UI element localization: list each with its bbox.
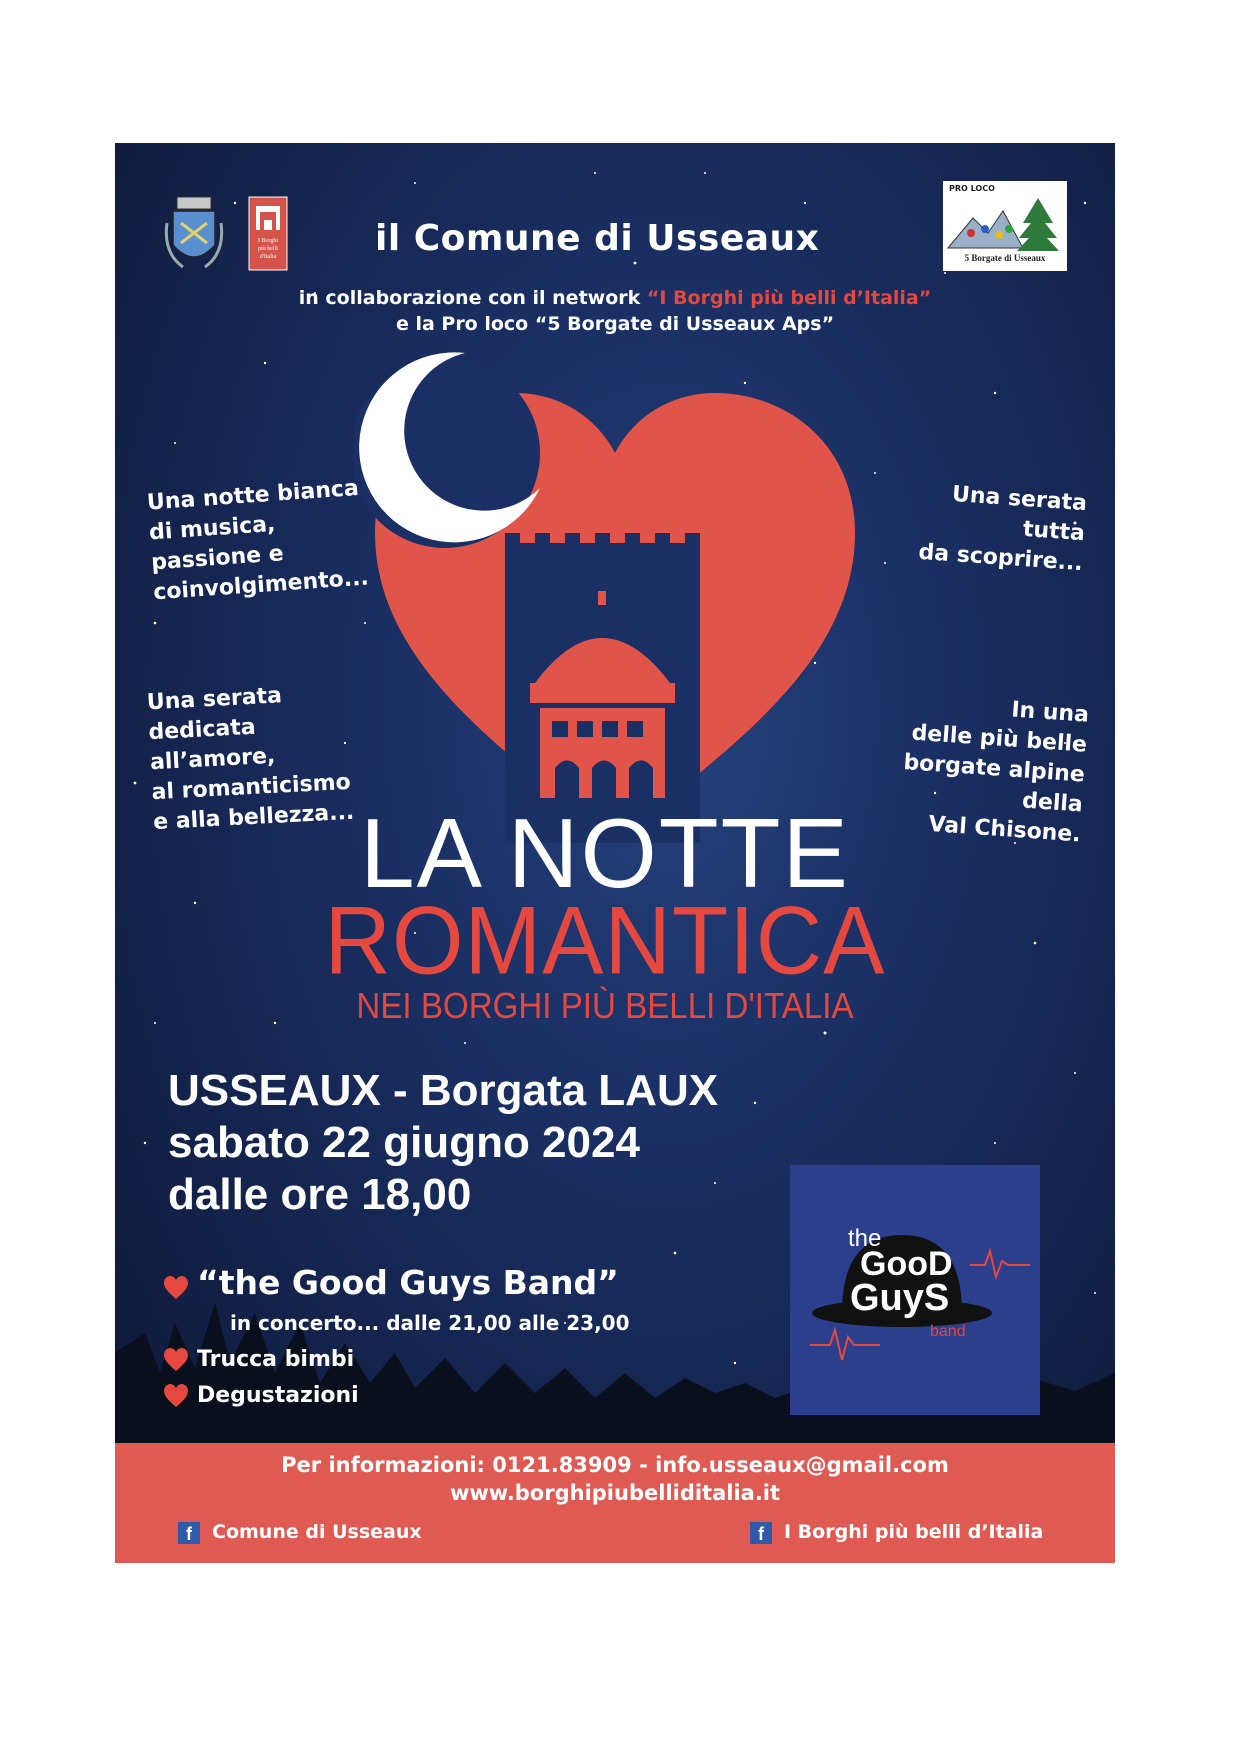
svg-text:più belli: più belli xyxy=(258,246,278,252)
website-link[interactable]: www.borghipiubelliditalia.it xyxy=(449,1481,781,1505)
facebook-icon: f xyxy=(750,1522,772,1544)
svg-text:d'Italia: d'Italia xyxy=(259,254,277,260)
program-item-tasting xyxy=(163,1383,359,1409)
tagline-left-top xyxy=(146,474,370,609)
page-title: il Comune di Usseaux xyxy=(375,218,820,259)
band-detail: in concerto... dalle 21,00 alle 23,00 xyxy=(230,1311,630,1335)
tagline-line: Val Chisone. xyxy=(927,811,1082,848)
usseaux-coat-of-arms-icon xyxy=(163,193,225,275)
tagline-line: Una serata xyxy=(146,683,283,716)
collaboration-text xyxy=(265,285,965,337)
mountains-tree-icon xyxy=(943,193,1067,253)
svg-text:I Borghi: I Borghi xyxy=(257,238,279,244)
event-time: dalle ore 18,00 xyxy=(168,1170,472,1219)
contact-info: Per informazioni: 0121.83909 - info.usseaux@gmail.com xyxy=(281,1453,949,1477)
heart-icon xyxy=(163,1383,189,1409)
tagline-line: passione e xyxy=(150,541,285,576)
tagline-line: coinvolgimento... xyxy=(152,565,370,606)
facebook-label: Comune di Usseaux xyxy=(212,1521,422,1543)
event-title-line1: LA NOTTE xyxy=(360,798,850,908)
facebook-link-borghi[interactable] xyxy=(750,1521,1043,1544)
event-date: sabato 22 giugno 2024 xyxy=(168,1118,640,1167)
tagline-right-top xyxy=(902,477,1088,579)
tagline-line: al romanticismo xyxy=(151,769,352,806)
facebook-link-comune[interactable] xyxy=(178,1521,422,1544)
facebook-icon: f xyxy=(178,1522,200,1544)
event-details xyxy=(168,1065,718,1221)
heart-icon xyxy=(163,1275,189,1301)
pro-loco-label: PRO LOCO xyxy=(949,184,995,193)
pro-loco-logo xyxy=(943,181,1067,271)
collab-prefix: in collaborazione con il network xyxy=(298,287,647,309)
tagline-line: tutta xyxy=(1022,516,1086,547)
band-logo-good: GooD xyxy=(860,1245,953,1283)
band-logo-the: the xyxy=(848,1225,882,1252)
tagline-line: e alla bellezza... xyxy=(152,799,355,836)
heart-icon xyxy=(163,1347,189,1373)
collab-line-2: e la Pro loco “5 Borgate di Usseaux Aps” xyxy=(395,313,835,335)
facebook-label: I Borghi più belli d’Italia xyxy=(784,1521,1044,1543)
tagline-line: di musica, xyxy=(148,511,277,546)
event-place: USSEAUX - Borgata LAUX xyxy=(168,1066,719,1115)
tagline-line: Una serata xyxy=(951,481,1088,517)
tagline-line: delle più belle xyxy=(910,720,1088,758)
collab-network-name: “I Borghi più belli d’Italia” xyxy=(646,287,932,309)
band-name: “the Good Guys Band” xyxy=(197,1263,619,1302)
tagline-line: da scoprire... xyxy=(917,539,1084,577)
tagline-line: In una xyxy=(1010,697,1090,728)
tagline-line: Una notte bianca xyxy=(146,475,360,516)
program-item-label: Degustazioni xyxy=(197,1383,359,1408)
pro-loco-name: 5 Borgate di Usseaux xyxy=(964,253,1046,263)
borghi-piu-belli-logo-icon xyxy=(248,196,288,271)
band-logo-guys: GuyS xyxy=(850,1277,950,1319)
band-logo-band: band xyxy=(930,1323,966,1340)
tagline-line: della xyxy=(1021,788,1084,818)
event-title-line2: ROMANTICA xyxy=(324,887,886,995)
tagline-line: dedicata xyxy=(147,714,257,746)
program-item-label: Trucca bimbi xyxy=(197,1347,355,1372)
good-guys-band-logo xyxy=(790,1165,1040,1415)
program-item-face-painting xyxy=(163,1347,354,1373)
event-title-line3: NEI BORGHI PIÙ BELLI D'ITALIA xyxy=(356,985,854,1026)
tagline-line: all’amore, xyxy=(149,743,276,776)
event-poster xyxy=(115,143,1115,1563)
program-item-band xyxy=(163,1263,619,1302)
footer xyxy=(115,1443,1115,1563)
tagline-line: borgate alpine xyxy=(902,750,1086,788)
